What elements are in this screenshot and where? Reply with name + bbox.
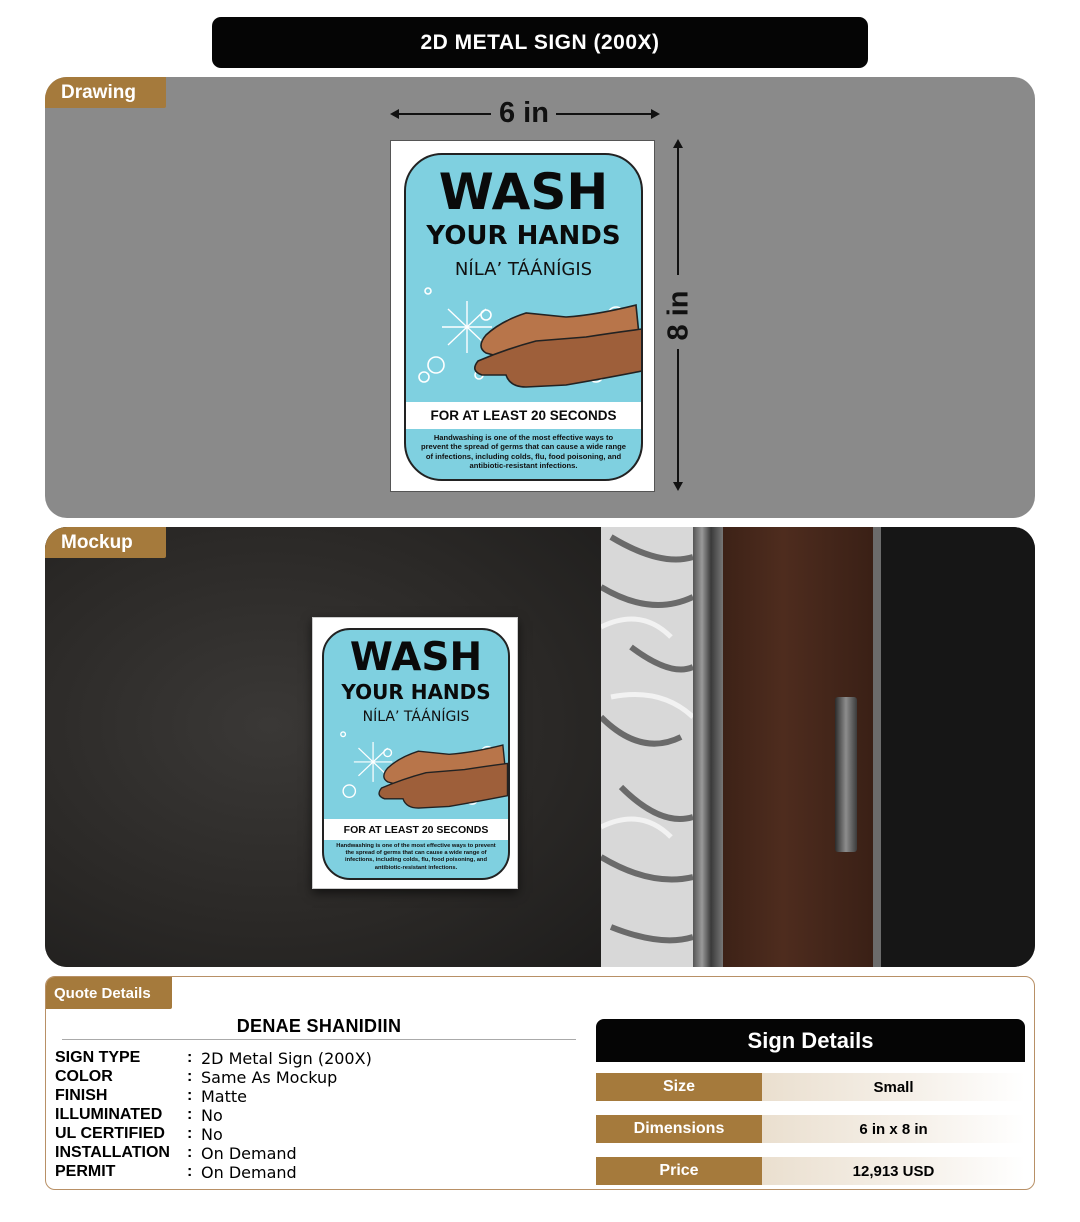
width-arrow-left [393, 113, 491, 115]
spec-value: Same As Mockup [201, 1068, 338, 1087]
spec-colon: : [187, 1049, 193, 1066]
spec-colon: : [187, 1068, 193, 1085]
spec-row-ul-certified [55, 1125, 223, 1144]
height-arrow-bottom [677, 349, 679, 484]
sign-band: FOR AT LEAST 20 SECONDS [406, 402, 641, 429]
glass-pattern-icon [601, 527, 693, 967]
customer-divider [62, 1039, 576, 1040]
sign-face [404, 153, 643, 481]
sign-drawing [390, 140, 655, 492]
sign-mockup-translation: NÍLA’ TÁÁNÍGIS [362, 709, 470, 725]
spec-colon: : [187, 1087, 193, 1104]
spec-label: ILLUMINATED [55, 1106, 163, 1123]
spec-label: UL CERTIFIED [55, 1125, 165, 1142]
sign-mockup-heading: WASH [349, 635, 483, 680]
sign-details-row-dimensions [596, 1115, 1025, 1143]
sign-mockup-face [322, 628, 510, 880]
quote-tab: Quote Details [46, 977, 172, 1009]
width-label: 6 in [499, 97, 549, 129]
spec-value: No [201, 1125, 223, 1144]
customer-name: DENAE SHANIDIIN [236, 1016, 402, 1036]
spec-colon: : [187, 1144, 193, 1161]
spec-value: 2D Metal Sign (200X) [201, 1049, 372, 1068]
spec-label: INSTALLATION [55, 1144, 170, 1161]
mockup-door-edge [873, 527, 881, 967]
spec-label: PERMIT [55, 1163, 116, 1180]
sign-mockup-band: FOR AT LEAST 20 SECONDS [324, 819, 508, 840]
height-arrow-bottom-head [673, 482, 683, 491]
mockup-frosted-glass [601, 527, 693, 967]
spec-row-color [55, 1068, 337, 1087]
spec-colon: : [187, 1125, 193, 1142]
mockup-door-frame [693, 527, 723, 967]
spec-row-illuminated [55, 1106, 223, 1125]
hands-mockup-illustration-icon [324, 722, 510, 818]
width-arrow-right-head [651, 109, 660, 119]
mockup-dark-area [881, 527, 1035, 967]
sign-details-title: Sign Details [596, 1019, 1025, 1062]
sign-translation: NÍLA’ TÁÁNÍGIS [454, 259, 593, 280]
spec-value: No [201, 1106, 223, 1125]
drawing-tab: Drawing [45, 77, 166, 108]
sign-details-key: Price [596, 1157, 762, 1185]
mockup-panel [45, 527, 1035, 967]
sign-details-row-size [596, 1073, 1025, 1101]
height-label: 8 in [662, 290, 695, 341]
sign-details-row-price [596, 1157, 1025, 1185]
sign-mockup-body-text: Handwashing is one of the most effective ways to prevent the spread of germs that can cause a wide range of infections, including colds, flu, food poisoning, and antibiotic-resistant infections. [336, 843, 496, 871]
spec-colon: : [187, 1106, 193, 1123]
sign-details-value: 12,913 USD [762, 1157, 1025, 1185]
sign-mockup-subheading: YOUR HANDS [341, 680, 491, 704]
door-handle-icon [835, 697, 857, 852]
height-arrow-top-head [673, 139, 683, 148]
spec-value: On Demand [201, 1163, 297, 1182]
spec-label: FINISH [55, 1087, 108, 1104]
mockup-tab: Mockup [45, 527, 166, 558]
sign-details-key: Size [596, 1073, 762, 1101]
spec-row-sign-type [55, 1049, 372, 1068]
spec-row-permit [55, 1163, 297, 1182]
spec-row-installation [55, 1144, 297, 1163]
hands-illustration-icon [406, 275, 643, 400]
width-arrow-right [556, 113, 652, 115]
spec-row-finish [55, 1087, 247, 1106]
spec-colon: : [187, 1163, 193, 1180]
sign-mockup [312, 617, 518, 889]
spec-value: On Demand [201, 1144, 297, 1163]
sign-subheading: YOUR HANDS [426, 221, 621, 251]
sign-heading: WASH [438, 163, 609, 221]
width-arrow-left-head [390, 109, 399, 119]
spec-label: SIGN TYPE [55, 1049, 141, 1066]
spec-value: Matte [201, 1087, 247, 1106]
sign-body-text: Handwashing is one of the most effective ways to prevent the spread of germs that can cause a wide range of infections, including colds, flu, food poisoning, and antibiotic-resistant infections. [420, 433, 627, 471]
sign-details-value: 6 in x 8 in [762, 1115, 1025, 1143]
drawing-panel [45, 77, 1035, 518]
spec-label: COLOR [55, 1068, 113, 1085]
page-title: 2D METAL SIGN (200X) [212, 17, 868, 68]
sign-details-value: Small [762, 1073, 1025, 1101]
sign-details-key: Dimensions [596, 1115, 762, 1143]
height-arrow-top [677, 145, 679, 275]
